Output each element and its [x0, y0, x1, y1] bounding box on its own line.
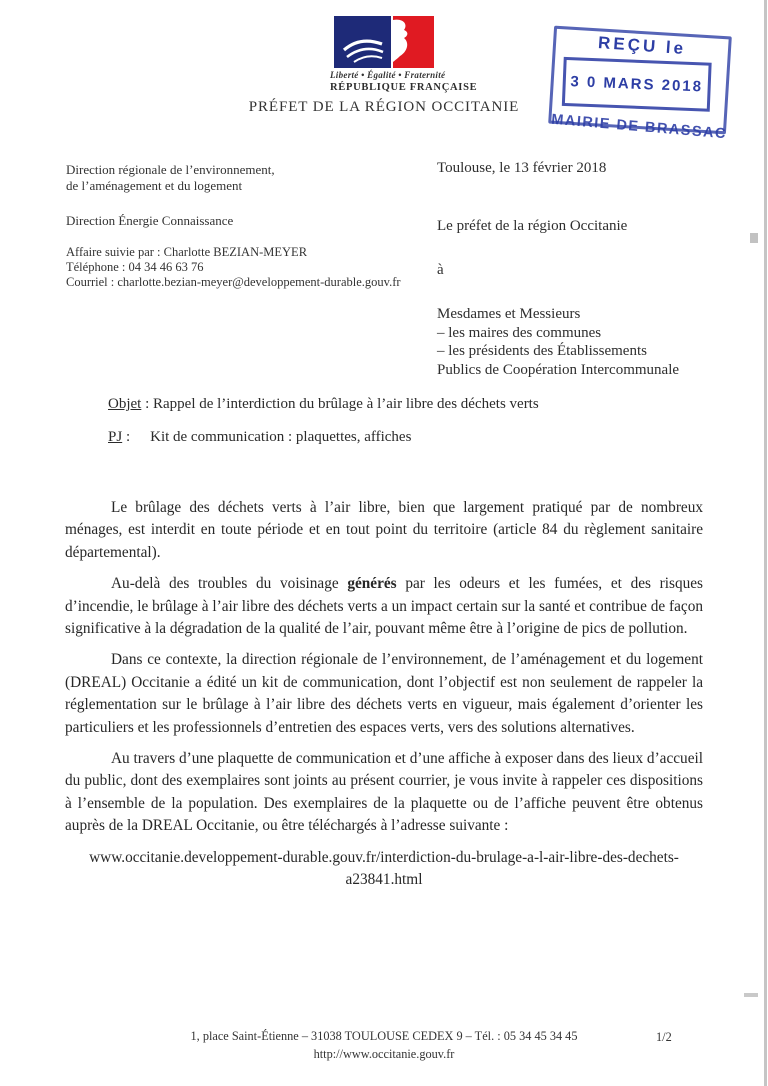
addressee-line: Publics de Coopération Intercommunale: [437, 361, 680, 378]
sender-direction-line1: Direction régionale de l’environnement,: [66, 162, 275, 177]
paragraph-2: [65, 573, 703, 640]
stamp-mairie-label: MAIRIE DE BRASSAC: [550, 111, 728, 143]
pj-label: PJ: [108, 429, 123, 445]
footer-website: http://www.occitanie.gouv.fr: [313, 1046, 455, 1061]
sender-contact: [66, 245, 401, 290]
sender-block: [66, 162, 401, 290]
prefet-region-title: PRÉFET DE LA RÉGION OCCITANIE: [248, 99, 520, 115]
footer-address: 1, place Saint-Étienne – 31038 TOULOUSE CEDEX 9 – Tél. : 05 34 45 34 45: [190, 1029, 578, 1043]
subject-line: [108, 396, 539, 413]
paragraph-4: Au travers d’une plaquette de communication et d’une affiche à exposer dans des lieux d’accueil du public, dont des exemplaires sont joints au présent courrier, je vous invite à rappeler ces dispositions à l’ensemble de la population. Des exemplaires de la plaquette ou de l’affiche peuvent être obtenus auprès de la DREAL Occitanie, ou être téléchargés à l’adresse suivante :: [65, 750, 703, 835]
sender-contact-person: Affaire suivie par : Charlotte BEZIAN-MEYER: [66, 245, 308, 259]
attachments-line: [108, 429, 411, 446]
page-number: 1/2: [656, 1030, 672, 1044]
pj-separator: :: [122, 429, 131, 445]
download-url-line1: www.occitanie.developpement-durable.gouv.fr/interdiction-du-brulage-a-l-air-libre-des-dechets-: [89, 848, 679, 866]
scan-speck: [750, 233, 758, 243]
from-title: Le préfet de la région Occitanie: [437, 218, 628, 234]
dateline: Toulouse, le 13 février 2018: [437, 160, 607, 176]
sender-direction-line2: de l’aménagement et du logement: [66, 178, 243, 193]
scan-speck: [744, 993, 758, 997]
stamp-date-box: [562, 57, 712, 112]
download-url-line2: a23841.html: [345, 871, 423, 889]
paragraph-2-end: par les odeurs et les fumées, et des risques d’incendie, le brûlage à l’air libre des déchets verts a un impact certain sur la santé et contribue de façon significative à la dégradation de la qualité de l’air, pouvant même être à l’origine de pics de pollution.: [65, 575, 703, 638]
letter-body: [65, 497, 703, 892]
logo-motto: Liberté • Égalité • Fraternité: [330, 70, 446, 80]
sender-contact-phone: Téléphone : 04 34 46 63 76: [66, 260, 204, 274]
footer: [0, 1028, 768, 1063]
paragraph-1: Le brûlage des déchets verts à l’air libre, bien que largement pratiqué par de nombreux ménages, est interdit en toute période et en tout point du territoire (article 84 du règlement sanitaire départemental).: [65, 499, 703, 561]
paragraph-2-bold-word: générés: [347, 575, 397, 593]
subject-text: : Rappel de l’interdiction du brûlage à l’air libre des déchets verts: [141, 396, 539, 412]
marianne-logo-icon: [334, 16, 434, 68]
addressee-line: Mesdames et Messieurs: [437, 306, 581, 322]
subject-label: Objet: [108, 396, 142, 412]
logo-republique-francaise: RÉPUBLIQUE FRANÇAISE: [330, 82, 478, 93]
sender-contact-email: Courriel : charlotte.bezian-meyer@developpement-durable.gouv.fr: [66, 275, 401, 289]
pj-text: Kit de communication : plaquettes, affiches: [150, 429, 412, 445]
addressee-line: – les maires des communes: [437, 324, 602, 341]
paragraph-3: Dans ce contexte, la direction régionale de l’environnement, de l’aménagement et du logement (DREAL) Occitanie a édité un kit de communication, dont l’objectif est non seulement de rappeler la réglementation sur le brûlage à l’air libre des déchets verts en vigueur, mais également d’orienter les particuliers et les professionnels d’entretien des espaces verts, vers des solutions alternatives.: [65, 651, 703, 736]
addressee-line: – les présidents des Établissements: [437, 343, 647, 359]
scan-edge-artifact: [764, 0, 767, 1086]
paragraph-2-start: Au-delà des troubles du voisinage: [111, 575, 348, 593]
recipient-block: [437, 160, 679, 379]
stamp-date: 3 0 MARS 2018: [570, 73, 704, 96]
republique-francaise-logo: [330, 16, 478, 93]
to-word: à: [437, 262, 444, 278]
stamp-recu-label: REÇU le: [597, 33, 687, 59]
sender-service: Direction Énergie Connaissance: [66, 213, 234, 228]
addressees: [437, 305, 679, 379]
download-url: [65, 847, 703, 892]
received-stamp: [548, 26, 732, 143]
